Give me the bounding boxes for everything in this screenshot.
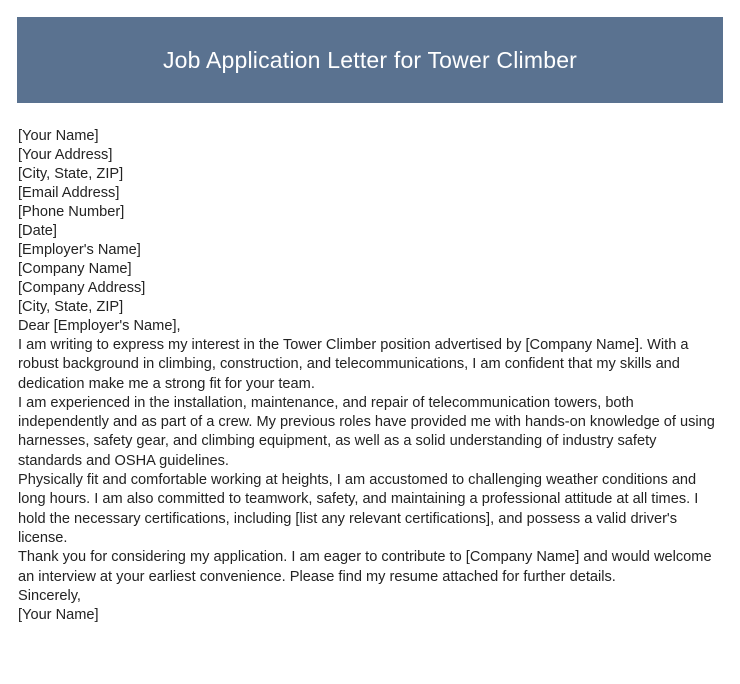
recipient-address-block — [18, 241, 722, 317]
sender-line: [City, State, ZIP] — [18, 166, 124, 182]
salutation: Dear [Employer's Name], — [18, 318, 181, 334]
body-paragraph: I am writing to express my interest in the Tower Climber position advertised by [Company Name]. With a robust background in climbing, construction, and telecommunications, I am confident that my skills and dedication make me a strong fit for your team. — [18, 337, 689, 392]
sender-line: [Email Address] — [18, 185, 120, 201]
body-paragraph: Thank you for considering my application. I am eager to contribute to [Company Name] and would welcome an interview at your earliest convenience. Please find my resume attached for further details. — [18, 549, 712, 585]
body-paragraph: Physically fit and comfortable working at heights, I am accustomed to challenging weather conditions and long hours. I am also committed to teamwork, safety, and maintaining a professional attitude at all times. I hold the necessary certifications, including [list any relevant certifications], and possess a valid driver's license. — [18, 472, 699, 546]
sender-line: [Phone Number] — [18, 204, 125, 220]
page-title: Job Application Letter for Tower Climber — [162, 46, 578, 73]
body-paragraph: I am experienced in the installation, maintenance, and repair of telecommunication towers, both independently and as part of a crew. My previous roles have provided me with hands-on knowledge of using harnesses, safety gear, and climbing equipment, as well as a solid understanding of industry safety standards and OSHA guidelines. — [18, 394, 715, 469]
sender-address-block — [18, 127, 722, 241]
recipient-line: [Employer's Name] — [18, 242, 141, 258]
recipient-line: [Company Name] — [18, 261, 132, 277]
sender-line: [Your Name] — [18, 128, 99, 144]
sender-line: [Date] — [18, 223, 57, 239]
letter-body — [0, 103, 740, 625]
document-page — [0, 17, 740, 684]
closing: Sincerely, — [18, 587, 81, 604]
recipient-line: [Company Address] — [18, 280, 146, 296]
sender-line: [Your Address] — [18, 147, 113, 163]
document-header-band — [17, 17, 723, 103]
signature: [Your Name] — [18, 606, 99, 623]
recipient-line: [City, State, ZIP] — [18, 299, 124, 315]
